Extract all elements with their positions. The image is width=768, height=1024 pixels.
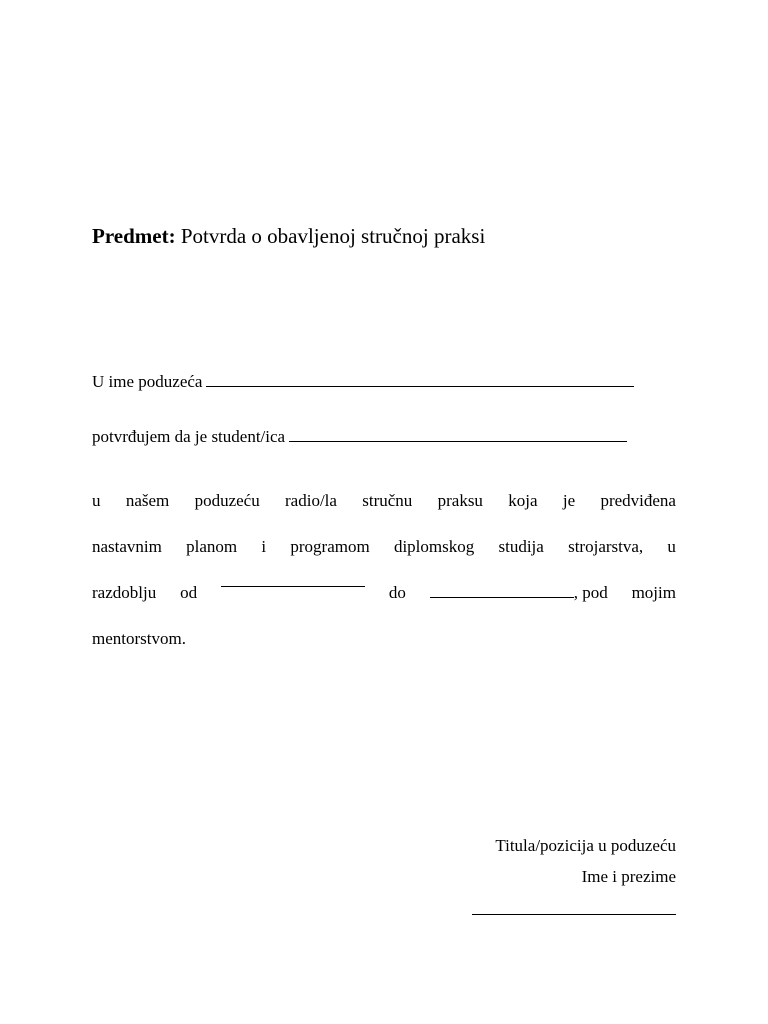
word: mentorstvom.	[92, 629, 186, 648]
word: razdoblju	[92, 583, 157, 602]
date-from-blank[interactable]	[221, 570, 365, 587]
word: planom	[186, 537, 238, 556]
student-blank[interactable]	[289, 425, 627, 442]
word: u	[92, 491, 101, 510]
signature-block	[472, 830, 676, 925]
word: koja	[508, 491, 538, 510]
subject-text: Potvrda o obavljenoj stručnoj praksi	[180, 224, 486, 248]
company-field-line	[92, 370, 634, 393]
word: do	[388, 583, 406, 602]
paragraph-row-4	[92, 616, 676, 662]
word: mojim	[631, 583, 676, 602]
word: od	[180, 583, 198, 602]
word: predviđena	[600, 491, 676, 510]
subject-line	[92, 222, 485, 250]
word: je	[562, 491, 576, 510]
signature-title: Titula/pozicija u poduzeću	[495, 836, 676, 855]
word: diplomskog	[393, 537, 475, 556]
paragraph-row-3	[92, 570, 676, 616]
company-label: U ime poduzeća	[92, 372, 203, 391]
word: u	[667, 537, 676, 556]
student-field-line	[92, 425, 627, 448]
word: i	[261, 537, 267, 556]
word: praksu	[437, 491, 483, 510]
word: nastavnim	[92, 537, 162, 556]
word: programom	[290, 537, 370, 556]
date-to-blank[interactable]	[430, 581, 574, 598]
company-blank[interactable]	[206, 370, 634, 387]
word: našem	[125, 491, 170, 510]
paragraph-row-1	[92, 478, 676, 524]
word: stručnu	[362, 491, 413, 510]
word: , pod	[573, 583, 608, 602]
word: radio/la	[285, 491, 337, 510]
word: poduzeću	[194, 491, 260, 510]
signature-blank[interactable]	[472, 892, 676, 915]
paragraph-row-2	[92, 524, 676, 570]
subject-label: Predmet:	[92, 224, 176, 248]
body-paragraph	[92, 478, 676, 662]
word: strojarstva,	[568, 537, 644, 556]
student-label: potvrđujem da je student/ica	[92, 427, 286, 446]
word: studija	[498, 537, 544, 556]
signature-name: Ime i prezime	[581, 867, 676, 886]
